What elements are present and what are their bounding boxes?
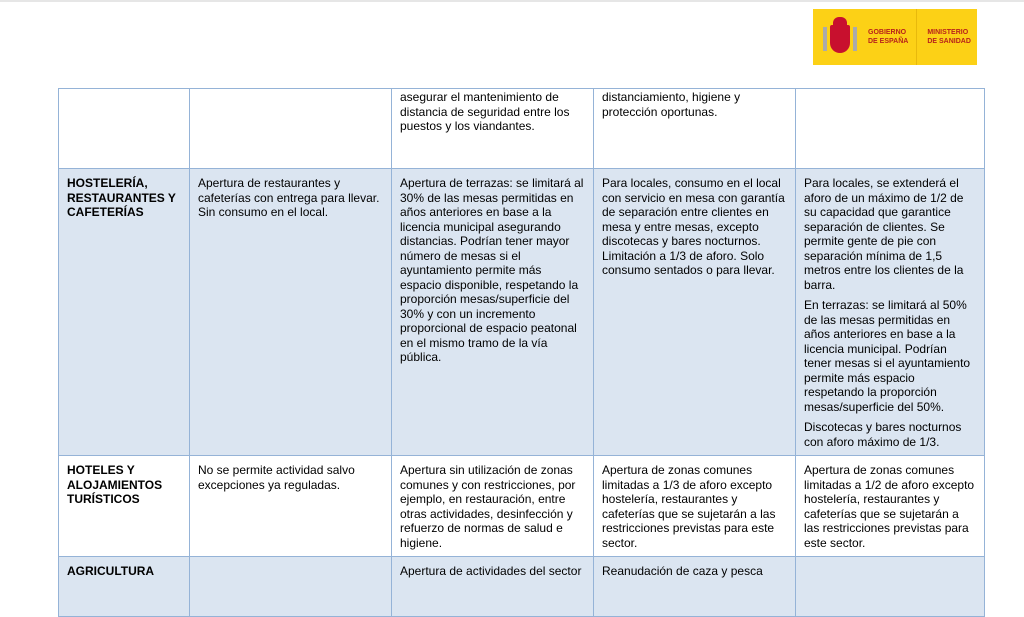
table-row	[59, 456, 985, 557]
phase-1-cell: Apertura de actividades del sector	[392, 557, 594, 617]
phase-1-cell: Apertura de terrazas: se limitará al 30% de las mesas permitidas en años anteriores en base a la licencia municipal asegurando distancias. Podrían tener mayor número de mesas si el ayuntamiento permite más espacio disponible, respetando la proporción mesas/superficie del 30% y con un incremento proporcional de espacio peatonal en el mismo tramo de la vía pública.	[392, 169, 594, 456]
phase-0-cell: No se permite actividad salvo excepciones ya reguladas.	[190, 456, 392, 557]
logo-ministerio-text: MINISTERIO DE SANIDAD	[927, 29, 971, 45]
gobierno-ministerio-logo	[813, 9, 977, 65]
phase-2-cell: Apertura de zonas comunes limitadas a 1/3 de aforo excepto hostelería, restaurantes y cafeterías que se sujetarán a las restricciones previstas para este sector.	[594, 456, 796, 557]
phase-0-cell	[190, 557, 392, 617]
logo-gobierno-text: GOBIERNO DE ESPAÑA	[868, 29, 909, 45]
phase-3-cell	[796, 557, 985, 617]
phase-0-cell: Apertura de restaurantes y cafeterías con entrega para llevar. Sin consumo en el local.	[190, 169, 392, 456]
measures-table	[58, 88, 985, 617]
phase-2-cell: distanciamiento, higiene y protección oportunas.	[594, 89, 796, 169]
coat-of-arms-icon	[822, 17, 858, 57]
phase-1-cell: Apertura sin utilización de zonas comunes y con restricciones, por ejemplo, en restauración, entre otras actividades, desinfección y refuerzo de normas de salud e higiene.	[392, 456, 594, 557]
table-row	[59, 89, 985, 169]
table-row	[59, 169, 985, 456]
phase-2-cell: Para locales, consumo en el local con servicio en mesa con garantía de separación entre clientes en mesa y entre mesas, excepto discotecas y bares nocturnos. Limitación a 1/3 de aforo. Solo consumo sentados o para llevar.	[594, 169, 796, 456]
table-row	[59, 557, 985, 617]
phase-3-cell	[796, 89, 985, 169]
sector-cell: HOSTELERÍA, RESTAURANTES Y CAFETERÍAS	[59, 169, 190, 456]
sector-cell: AGRICULTURA	[59, 557, 190, 617]
top-border	[0, 0, 1024, 2]
phase-3-cell: Apertura de zonas comunes limitadas a 1/2 de aforo excepto hostelería, restaurantes y cafeterías que se sujetarán a las restricciones previstas para este sector.	[796, 456, 985, 557]
phase-2-cell: Reanudación de caza y pesca	[594, 557, 796, 617]
phase-1-cell: asegurar el mantenimiento de distancia de seguridad entre los puestos y los viandantes.	[392, 89, 594, 169]
phase-0-cell	[190, 89, 392, 169]
sector-cell: HOTELES Y ALOJAMIENTOS TURÍSTICOS	[59, 456, 190, 557]
phase-3-cell: Para locales, se extenderá el aforo de un máximo de 1/2 de su capacidad que garantice separación de clientes. Se permite gente de pie con separación mínima de 1,5 metros entre los clientes de la barra. En terrazas: se limitará al 50% de las mesas permitidas en años anteriores en base a la licencia municipal. Podrían tener mesas si el ayuntamiento permite más espacio respetando la proporción mesas/superficie del 50%. Discotecas y bares nocturnos con aforo máximo de 1/3.	[796, 169, 985, 456]
sector-cell	[59, 89, 190, 169]
